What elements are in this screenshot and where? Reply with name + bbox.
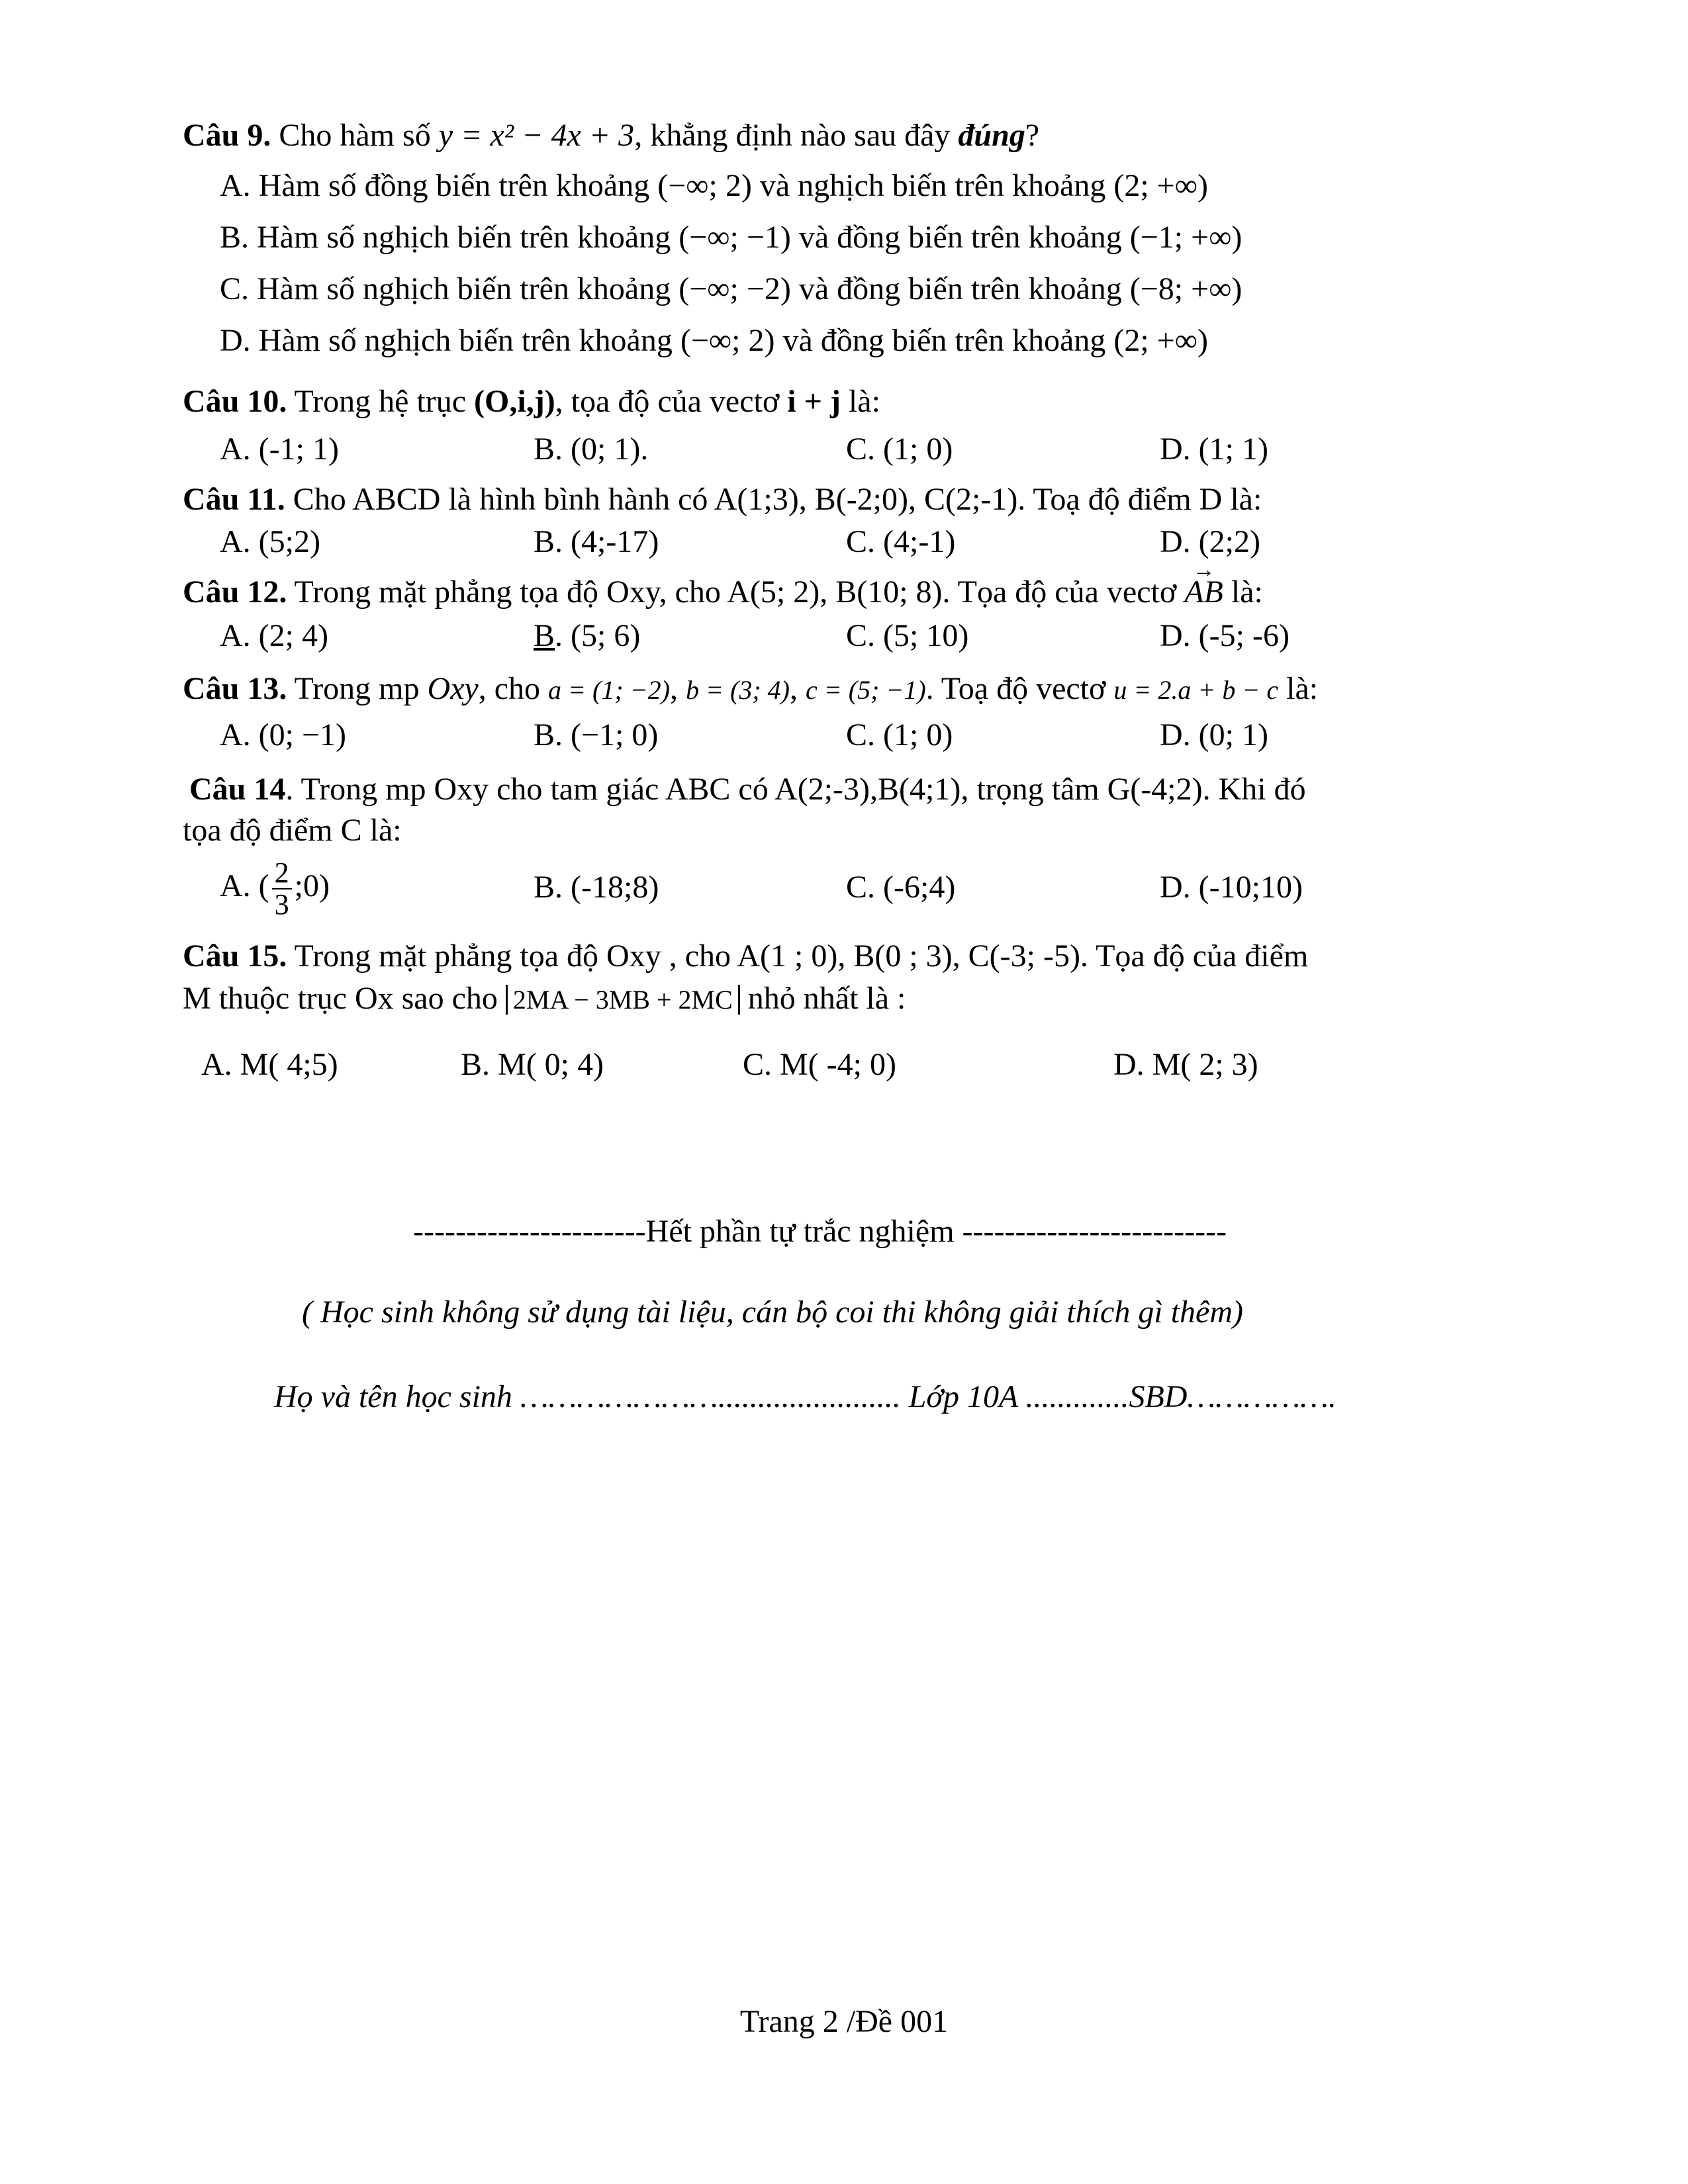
- q15-option-a: A. M( 4;5): [201, 1047, 338, 1082]
- q14-text-a: . Trong mp Oxy cho tam giác ABC có A(2;-3),B(4;1), trọng tâm G(-4;2). Khi đó: [285, 772, 1306, 807]
- q10-label: Câu 10.: [183, 384, 287, 419]
- q12-text-b: là:: [1223, 574, 1263, 610]
- q9-expr: y = x² − 4x + 3: [438, 118, 635, 153]
- q13-oxy: Oxy: [427, 671, 479, 706]
- q10-option-d: D. (1; 1): [1160, 432, 1268, 467]
- q13-text-a: Trong mp: [287, 671, 428, 706]
- q13-u-def: u = 2.a + b − c: [1113, 675, 1279, 705]
- q14-option-a-prefix: A. (: [220, 868, 269, 904]
- q10-stem: [183, 383, 880, 421]
- q15-option-b: B. M( 0; 4): [461, 1047, 604, 1082]
- q9-text-b: , khẳng định nào sau đây: [634, 118, 959, 153]
- q9-text-a: Cho hàm số: [271, 118, 439, 153]
- q13-b-def: b = (3; 4): [686, 675, 790, 705]
- q9-option-a: A. Hàm số đồng biến trên khoảng (−∞; 2) và nghịch biến trên khoảng (2; +∞): [220, 168, 1208, 203]
- q15-option-c: C. M( -4; 0): [743, 1047, 896, 1082]
- q11-option-b: B. (4;-17): [534, 524, 659, 559]
- q15-text-b: M thuộc trục Ox sao cho: [183, 981, 506, 1016]
- q10-option-c: C. (1; 0): [846, 432, 953, 467]
- q10-option-a: A. (-1; 1): [220, 432, 339, 467]
- q12-option-d: D. (-5; -6): [1160, 618, 1289, 653]
- q12-vector: → AB: [1184, 573, 1223, 612]
- q14-option-b: B. (-18;8): [534, 870, 659, 905]
- q9-option-b: B. Hàm số nghịch biến trên khoảng (−∞; −1) và đồng biến trên khoảng (−1; +∞): [220, 220, 1243, 255]
- q12-option-c: C. (5; 10): [846, 618, 969, 653]
- q11-stem: [183, 480, 1262, 519]
- q11-option-a: A. (5;2): [220, 524, 320, 559]
- q15-text-c: nhỏ nhất là :: [739, 981, 906, 1016]
- q13-c-def: c = (5; −1): [805, 675, 926, 705]
- q11-label: Câu 11.: [183, 482, 285, 517]
- q13-option-b: B. (−1; 0): [534, 717, 659, 752]
- q11-option-d: D. (2;2): [1160, 524, 1260, 559]
- q9-emph: đúng: [958, 118, 1025, 153]
- q13-option-d: D. (0; 1): [1160, 717, 1268, 752]
- q14-option-a-fraction: [272, 858, 292, 920]
- q13-stem: Câu 13. Trong mp Oxy, cho a = (1; −2), b = (3; 4), c = (5; −1). Toạ độ vectơ u = 2.a + b − c là:: [183, 671, 1319, 706]
- q13-text-d: là:: [1278, 671, 1319, 706]
- q12-option-b-letter: B: [534, 618, 555, 653]
- q15-stem-line2: [183, 979, 906, 1018]
- q10-option-b: B. (0; 1).: [534, 432, 649, 467]
- q14-label: Câu 14: [189, 772, 286, 807]
- q9-label: Câu 9.: [183, 118, 271, 153]
- q13-label: Câu 13.: [183, 671, 287, 706]
- q15-text-a: Trong mặt phẳng tọa độ Oxy , cho A(1 ; 0), B(0 ; 3), C(-3; -5). Tọa độ của điểm: [287, 938, 1309, 974]
- q9-text-c: ?: [1025, 118, 1040, 153]
- q9-stem: [183, 116, 1039, 155]
- q14-option-c: C. (-6;4): [846, 870, 956, 905]
- q12-option-b-value: . (5; 6): [555, 618, 641, 653]
- q14-option-a-denominator: 3: [274, 888, 289, 921]
- q15-stem-line1: [183, 937, 1308, 976]
- q15-expr: 2MA − 3MB + 2MC: [506, 985, 740, 1015]
- q13-text-b: , cho: [478, 671, 549, 706]
- q11-text: Cho ABCD là hình bình hành có A(1;3), B(-2;0), C(2;-1). Toạ độ điểm D là:: [285, 482, 1262, 517]
- q14-option-d: D. (-10;10): [1160, 870, 1303, 905]
- q10-text-b: , tọa độ của vectơ: [555, 384, 788, 419]
- q10-vector: i + j: [787, 384, 841, 419]
- q14-option-a: [220, 858, 330, 920]
- q10-text-c: là:: [840, 384, 880, 419]
- q13-a-def: a = (1; −2): [548, 675, 670, 705]
- q14-option-a-suffix: ;0): [294, 868, 330, 904]
- q14-option-a-numerator: 2: [272, 858, 292, 889]
- q12-text-a: Trong mặt phẳng tọa độ Oxy, cho A(5; 2), B(10; 8). Tọa độ của vectơ: [287, 574, 1185, 610]
- page-number: Trang 2 /Đề 001: [739, 2004, 949, 2039]
- q9-option-c: C. Hàm số nghịch biến trên khoảng (−∞; −2) và đồng biến trên khoảng (−8; +∞): [220, 271, 1243, 306]
- q14-stem-line1: [189, 770, 1306, 809]
- q11-option-c: C. (4;-1): [846, 524, 956, 559]
- q10-system: (O,i,j): [474, 384, 555, 419]
- q13-option-c: C. (1; 0): [846, 717, 953, 752]
- q15-option-d: D. M( 2; 3): [1113, 1047, 1258, 1082]
- q12-stem: [183, 573, 1263, 612]
- q12-option-b: [534, 617, 640, 655]
- student-info-line: Họ và tên học sinh …………………....................... Lớp 10A .............SBD…………….: [274, 1379, 1336, 1414]
- q10-text-a: Trong hệ trục: [287, 384, 475, 419]
- q9-option-d: D. Hàm số nghịch biến trên khoảng (−∞; 2) và đồng biến trên khoảng (2; +∞): [220, 323, 1208, 358]
- q12-option-a: A. (2; 4): [220, 618, 328, 653]
- q15-label: Câu 15.: [183, 938, 287, 974]
- q14-stem-line2: tọa độ điểm C là:: [183, 813, 402, 848]
- exam-note: ( Học sinh không sử dụng tài liệu, cán bộ coi thi không giải thích gì thêm): [302, 1295, 1243, 1330]
- q13-option-a: A. (0; −1): [220, 717, 347, 752]
- q13-text-c: . Toạ độ vectơ: [925, 671, 1114, 706]
- end-of-section-line: ----------------------Hết phần tự trắc nghiệm -------------------------: [413, 1214, 1227, 1249]
- q12-label: Câu 12.: [183, 574, 287, 610]
